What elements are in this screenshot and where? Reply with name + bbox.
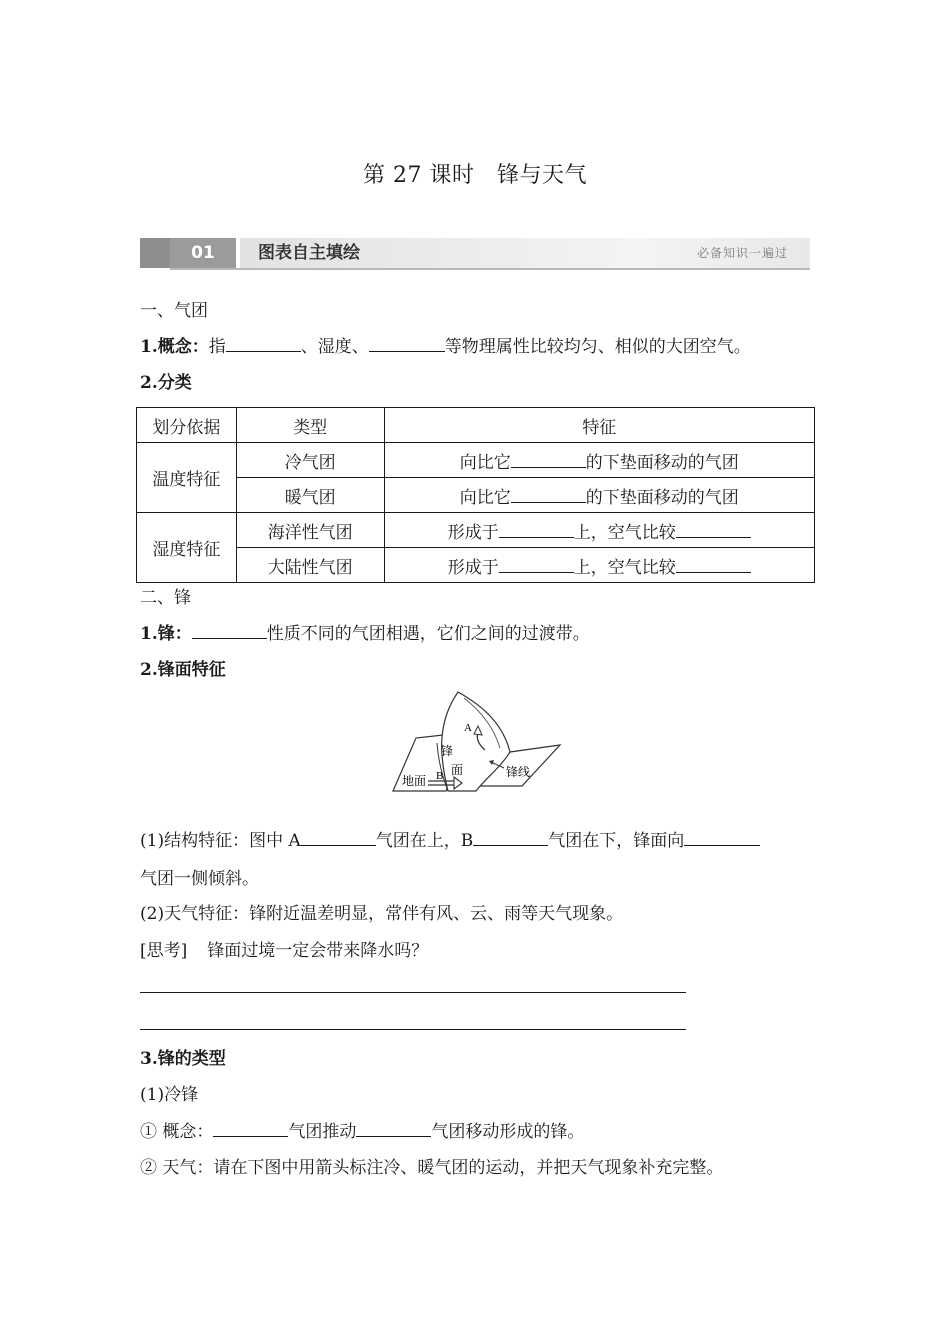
feature-cell — [384, 513, 814, 548]
page-title: 第 27 课时 锋与天气 — [363, 163, 587, 188]
feature-text-b: 的下垫面移动的气团 — [585, 452, 739, 473]
concept-label: 1.概念： — [140, 337, 209, 357]
front-label: 1.锋： — [140, 624, 192, 644]
type-cell: 暖气团 — [236, 478, 384, 513]
label-front-line: 锋线 — [506, 765, 531, 779]
cold-front-weather-line: ② 天气：请在下图中用箭头标注冷、暖气团的运动，并把天气现象补充完整。 — [140, 1158, 724, 1178]
feature-cell — [384, 443, 814, 478]
label-surface: 面 — [451, 763, 464, 777]
concept-line — [140, 336, 751, 358]
blank-tilt-side[interactable] — [684, 830, 760, 846]
table-header-row — [137, 408, 815, 443]
type-cell: 大陆性气团 — [236, 548, 384, 583]
table-header-cell: 划分依据 — [137, 408, 237, 443]
heading-front: 二、锋 — [140, 588, 191, 608]
classify-heading: 2.分类 — [140, 373, 192, 393]
blank-property[interactable] — [369, 336, 445, 352]
table-header-cell: 特征 — [384, 408, 814, 443]
heading-air-mass: 一、气团 — [140, 301, 208, 321]
label-front: 锋 — [441, 744, 454, 758]
label-b: B — [436, 770, 444, 782]
fill-blank[interactable] — [499, 557, 574, 573]
type-cell: 冷气团 — [236, 443, 384, 478]
think-line — [140, 940, 428, 962]
section-number: 01 — [170, 238, 236, 268]
surface-heading: 2.锋面特征 — [140, 660, 226, 680]
feature-text-a: 向比它 — [459, 487, 511, 508]
feature-text-a: 形成于 — [447, 522, 499, 543]
cold-concept-text-a: ① 概念： — [140, 1122, 214, 1142]
front-surface-diagram — [388, 688, 563, 796]
structure-line-2: 气团一侧倾斜。 — [140, 869, 259, 889]
answer-line[interactable] — [140, 992, 686, 993]
feature-text-b: 上，空气比较 — [573, 557, 676, 578]
feature-cell — [384, 548, 814, 583]
structure-text-1: (1)结构特征：图中 A — [140, 831, 301, 851]
concept-text-b: 、湿度、 — [300, 337, 369, 357]
think-tag: [思考] — [140, 941, 188, 961]
label-ground: 地面 — [402, 774, 427, 788]
cold-concept-text-c: 气团移动形成的锋。 — [431, 1122, 585, 1142]
fill-blank[interactable] — [499, 522, 574, 538]
feature-text-b: 上，空气比较 — [573, 522, 676, 543]
section-title: 图表自主填绘 — [258, 243, 360, 263]
label-a: A — [464, 722, 472, 734]
table-row — [137, 478, 815, 513]
front-definition-line — [140, 623, 590, 645]
blank-upper-air[interactable] — [301, 830, 376, 846]
blank-front[interactable] — [192, 623, 267, 639]
concept-text-c: 等物理属性比较均匀、相似的大团空气。 — [444, 337, 751, 357]
fill-blank[interactable] — [676, 522, 751, 538]
feature-text-b: 的下垫面移动的气团 — [585, 487, 739, 508]
classification-table — [136, 407, 815, 583]
cold-concept-text-b: 气团推动 — [288, 1122, 357, 1142]
table-row — [137, 443, 815, 478]
fill-blank[interactable] — [511, 487, 586, 503]
answer-line[interactable] — [140, 1029, 686, 1030]
table-row — [137, 548, 815, 583]
fill-blank[interactable] — [676, 557, 751, 573]
structure-line-1 — [140, 830, 760, 852]
structure-text-2: 气团在上，B — [375, 831, 474, 851]
fill-blank[interactable] — [511, 452, 586, 468]
think-question: 锋面过境一定会带来降水吗？ — [207, 941, 429, 961]
blank-temperature[interactable] — [226, 336, 301, 352]
blank-pushing-air[interactable] — [213, 1121, 288, 1137]
basis-cell: 湿度特征 — [137, 513, 237, 583]
cold-front-heading: (1)冷锋 — [140, 1085, 199, 1105]
section-header-bar — [140, 238, 810, 270]
type-cell: 海洋性气团 — [236, 513, 384, 548]
section-bar-underline — [170, 268, 810, 270]
blank-pushed-air[interactable] — [356, 1121, 431, 1137]
structure-text-3: 气团在下，锋面向 — [548, 831, 685, 851]
basis-cell: 温度特征 — [137, 443, 237, 513]
front-text: 性质不同的气团相遇，它们之间的过渡带。 — [266, 624, 590, 644]
front-types-heading: 3.锋的类型 — [140, 1049, 226, 1069]
concept-text-a: 指 — [208, 337, 226, 357]
table-header-cell: 类型 — [236, 408, 384, 443]
feature-text-a: 向比它 — [459, 452, 511, 473]
feature-cell — [384, 478, 814, 513]
feature-text-a: 形成于 — [447, 557, 499, 578]
section-note: 必备知识一遍过 — [696, 246, 788, 260]
cold-front-concept-line — [140, 1121, 584, 1143]
section-bar-left-block — [140, 238, 170, 268]
table-row — [137, 513, 815, 548]
blank-lower-air[interactable] — [473, 830, 548, 846]
weather-feature-line: (2)天气特征：锋附近温差明显，常伴有风、云、雨等天气现象。 — [140, 904, 624, 924]
